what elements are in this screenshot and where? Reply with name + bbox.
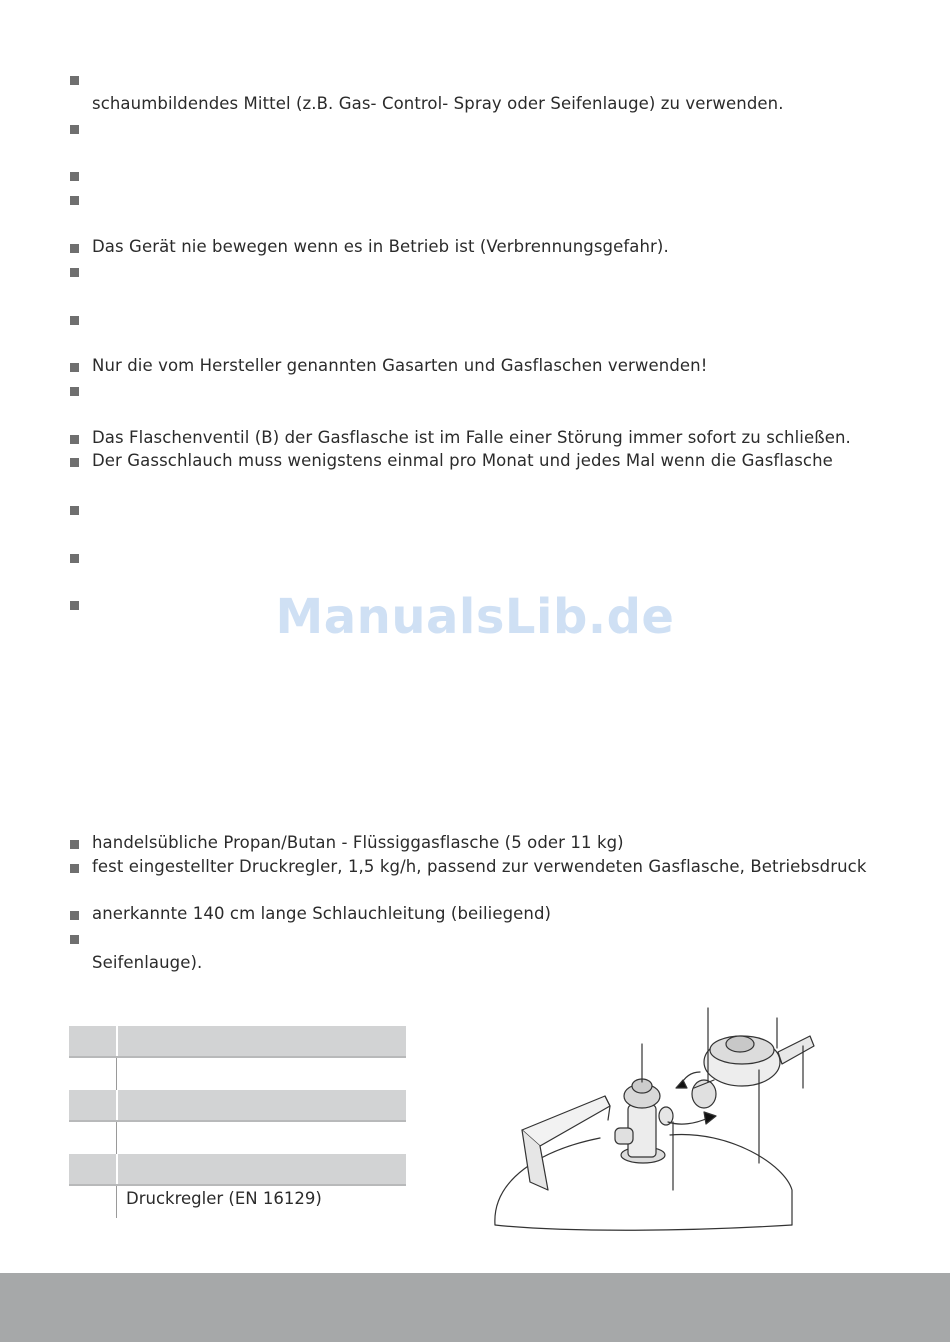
table-row bbox=[69, 1026, 406, 1058]
list-bullet bbox=[70, 554, 79, 563]
list-item-text: handelsübliche Propan/Butan - Flüssiggasflasche (5 oder 11 kg) bbox=[92, 833, 624, 852]
list-item-text: Nur die vom Hersteller genannten Gasarten und Gasflaschen verwenden! bbox=[92, 356, 708, 375]
list-item-text: Das Flaschenventil (B) der Gasflasche ist im Falle einer Störung immer sofort zu schließen. bbox=[92, 428, 851, 447]
table-row bbox=[69, 1186, 406, 1218]
gas-hose bbox=[778, 1036, 814, 1064]
list-bullet bbox=[70, 840, 79, 849]
list-bullet bbox=[70, 435, 79, 444]
list-bullet bbox=[70, 864, 79, 873]
list-item-text: fest eingestellter Druckregler, 1,5 kg/h, passend zur verwendeten Gasflasche, Betriebsdruck bbox=[92, 857, 867, 876]
list-item-text: Seifenlauge). bbox=[92, 953, 203, 972]
list-bullet bbox=[70, 316, 79, 325]
list-item-text: Der Gasschlauch muss wenigstens einmal pro Monat und jedes Mal wenn die Gasflasche bbox=[92, 451, 833, 470]
watermark: ManualsLib.de bbox=[275, 589, 675, 645]
list-bullet bbox=[70, 935, 79, 944]
table-cell: Druckregler (EN 16129) bbox=[126, 1189, 322, 1208]
list-item-text: anerkannte 140 cm lange Schlauchleitung (beiliegend) bbox=[92, 904, 552, 923]
list-bullet bbox=[70, 172, 79, 181]
list-bullet bbox=[70, 506, 79, 515]
list-bullet bbox=[70, 244, 79, 253]
list-item-text: schaumbildendes Mittel (z.B. Gas- Control- Spray oder Seifenlauge) zu verwenden. bbox=[92, 94, 784, 113]
table-row bbox=[69, 1090, 406, 1122]
list-bullet bbox=[70, 363, 79, 372]
list-bullet bbox=[70, 76, 79, 85]
list-bullet bbox=[70, 268, 79, 277]
list-bullet bbox=[70, 911, 79, 920]
list-item-text: Das Gerät nie bewegen wenn es in Betrieb ist (Verbrennungsgefahr). bbox=[92, 237, 669, 256]
table-row bbox=[69, 1122, 406, 1154]
parts-table bbox=[69, 1026, 406, 1218]
list-bullet bbox=[70, 387, 79, 396]
page-footer-band bbox=[0, 1273, 950, 1342]
gas-regulator-illustration bbox=[480, 1000, 820, 1240]
list-bullet bbox=[70, 196, 79, 205]
table-row bbox=[69, 1058, 406, 1090]
list-bullet bbox=[70, 458, 79, 467]
list-bullet bbox=[70, 125, 79, 134]
table-row bbox=[69, 1154, 406, 1186]
